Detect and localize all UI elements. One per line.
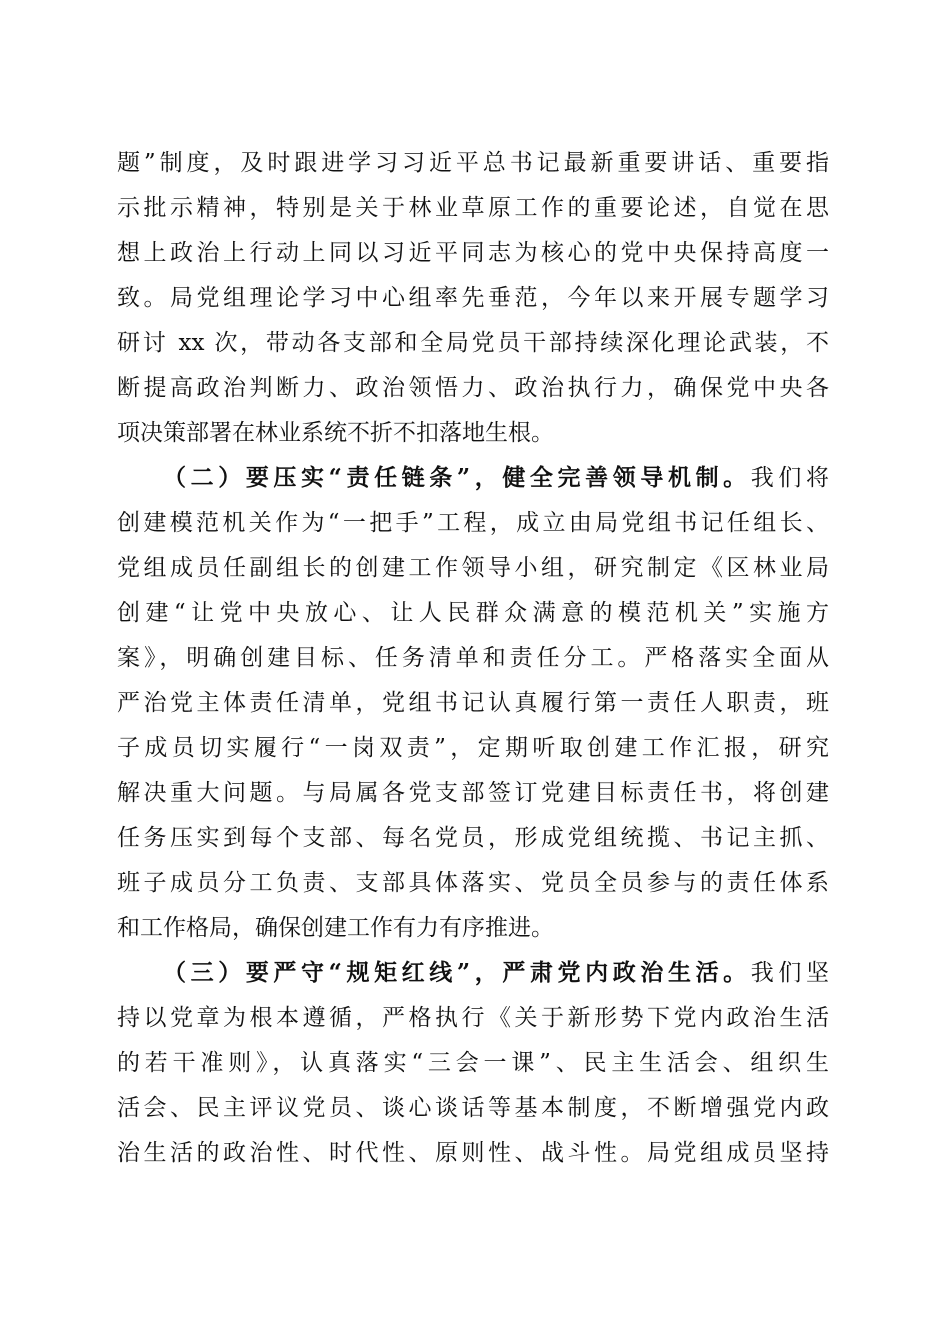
body-text-line: 研讨 xx 次，带动各支部和全局党员干部持续深化理论武装，不 — [117, 330, 829, 356]
body-text-line: 创建“让党中央放心、让人民群众满意的模范机关”实施方 — [117, 600, 829, 626]
section-2-heading: （二）要压实“责任链条”，健全完善领导机制。 — [163, 464, 751, 491]
body-text-line: 解决重大问题。与局属各党支部签订党建目标责任书，将创建 — [117, 780, 829, 806]
section-3-heading: （三）要严守“规矩红线”，严肃党内政治生活。 — [163, 959, 751, 986]
body-text-line: 创建模范机关作为“一把手”工程，成立由局党组书记任组长、 — [117, 510, 829, 536]
section-3-lead-text: 我们坚 — [750, 960, 829, 986]
body-text-line: 断提高政治判断力、政治领悟力、政治执行力，确保党中央各 — [117, 375, 829, 401]
body-text-line: 班子成员分工负责、支部具体落实、党员全员参与的责任体系 — [117, 870, 829, 896]
body-text-line: 的若干准则》，认真落实“三会一课”、民主生活会、组织生 — [117, 1050, 829, 1076]
body-text-line: 想上政治上行动上同以习近平同志为核心的党中央保持高度一 — [117, 240, 829, 266]
section-3-first-line — [163, 958, 829, 988]
body-text-line: 持以党章为根本遵循，严格执行《关于新形势下党内政治生活 — [117, 1005, 829, 1031]
body-text-line: 子成员切实履行“一岗双责”，定期听取创建工作汇报，研究 — [117, 735, 829, 761]
body-text-line: 示批示精神，特别是关于林业草原工作的重要论述，自觉在思 — [117, 195, 829, 221]
body-text-line: 治生活的政治性、时代性、原则性、战斗性。局党组成员坚持 — [117, 1140, 829, 1166]
body-text-line: 任务压实到每个支部、每名党员，形成党组统揽、书记主抓、 — [117, 825, 829, 851]
body-text-line: 项决策部署在林业系统不折不扣落地生根。 — [117, 420, 554, 446]
body-text-line: 致。局党组理论学习中心组率先垂范，今年以来开展专题学习 — [117, 285, 829, 311]
body-text-line: 党组成员任副组长的创建工作领导小组，研究制定《区林业局 — [117, 555, 829, 581]
body-text-line: 活会、民主评议党员、谈心谈话等基本制度，不断增强党内政 — [117, 1095, 829, 1121]
body-text-line: 严治党主体责任清单，党组书记认真履行第一责任人职责，班 — [117, 690, 829, 716]
section-2-lead-text: 我们将 — [750, 465, 829, 491]
body-text-line: 和工作格局，确保创建工作有力有序推进。 — [117, 915, 554, 941]
body-text-line: 案》，明确创建目标、任务清单和责任分工。严格落实全面从 — [117, 645, 829, 671]
section-2-first-line — [163, 463, 829, 493]
body-text-line: 题”制度，及时跟进学习习近平总书记最新重要讲话、重要指 — [117, 150, 829, 176]
